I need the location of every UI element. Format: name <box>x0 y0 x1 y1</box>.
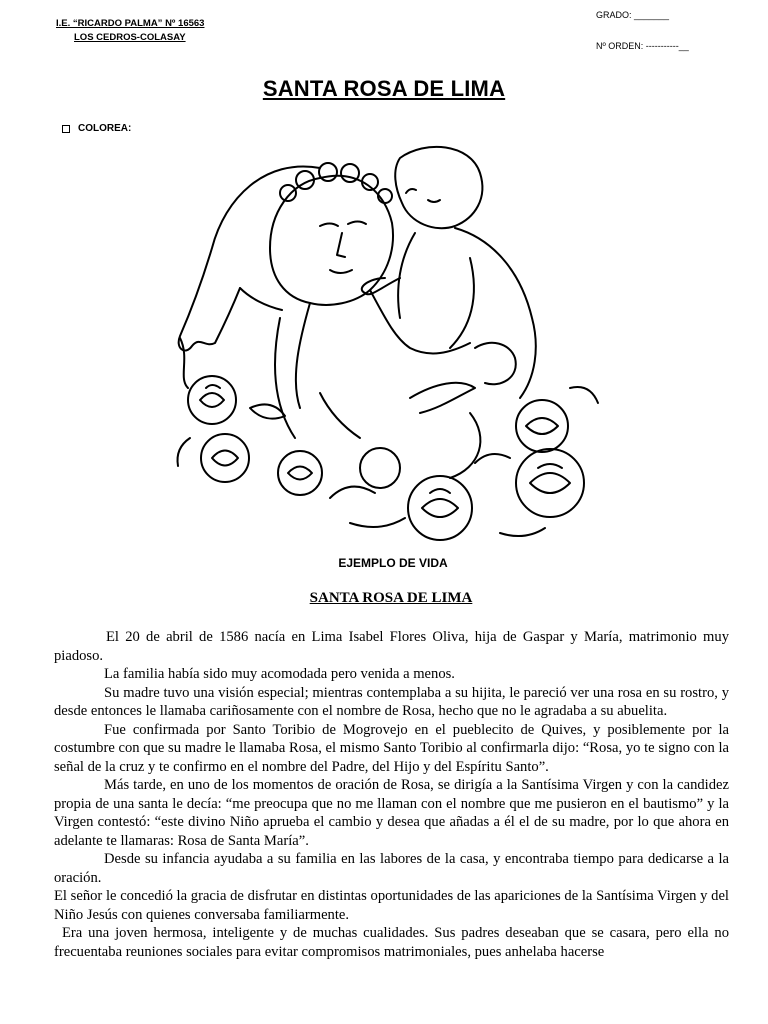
school-header <box>56 17 204 45</box>
rose-right-icon <box>475 387 598 536</box>
story-body <box>54 628 729 961</box>
colorea-label: COLOREA: <box>78 123 132 134</box>
paragraph: El 20 de abril de 1586 nacía en Lima Isabel Flores Oliva, hija de Gaspar y María, matrimonio muy piadoso. <box>54 629 729 664</box>
paragraph: El señor le concedió la gracia de disfrutar en distintas oportunidades de las apariciones de la Santísima Virgen y del Niño Jesús con quienes conversaba familiarmente. <box>54 888 729 923</box>
paragraph: La familia había sido muy acomodada pero venida a menos. <box>104 666 455 682</box>
grado-field: GRADO: _______ <box>596 10 670 20</box>
paragraph: Su madre tuvo una visión especial; mientras contemplaba a su hijita, le pareció ver una rosa en su rostro, y desde entonces le llamaba cariñosamente con el nombre de Rosa, hecho que no le agradaba a su abuelita. <box>54 684 729 719</box>
page-title: SANTA ROSA DE LIMA <box>262 76 506 101</box>
paragraph: Fue confirmada por Santo Toribio de Mogrovejo en el pueblecito de Quives, y posiblemente por la costumbre con que su madre le llamaba Rosa, el mismo Santo Toribio al confirmarla dijo: “Rosa, yo te signo con la señal de la cruz y te confirmo en el nombre del Padre, del Hijo y del Espíritu Santo”. <box>54 721 729 775</box>
santa-rosa-coloring-illustration <box>170 138 610 548</box>
school-name: I.E. “RICARDO PALMA” Nº 16563 <box>56 18 205 29</box>
robe-folds-icon <box>275 290 516 478</box>
rose-left-icon <box>178 376 286 482</box>
section-heading: EJEMPLO DE VIDA <box>338 556 448 570</box>
paragraph: Era una joven hermosa, inteligente y de muchas cualidades. Sus padres deseaban que se casara, pero ella no frecuentaba reuniones sociales para evitar compromisos matrimoniales, pues anhelaba hacerse <box>54 925 729 960</box>
flower-crown-icon <box>280 163 392 203</box>
rose-bottom-icon <box>278 448 472 540</box>
colorea-instruction <box>62 123 131 134</box>
orden-field: Nº ORDEN: -----------__ <box>596 41 689 51</box>
checkbox-bullet-icon <box>62 125 70 133</box>
paragraph: Más tarde, en uno de los momentos de oración de Rosa, se dirigía a la Santísima Virgen y con la candidez propia de una santa le decía: “me preocupa que no me llaman con el nombre que me pusieron en el bautismo” y la Virgen contestó: “este divino Niño aprueba el cambio y desea que añadas a él el de su madre, por lo que ahora en adelante te llamaras: Rosa de Santa María”. <box>54 777 729 849</box>
school-location: LOS CEDROS-COLASAY <box>74 32 186 43</box>
story-subtitle: SANTA ROSA DE LIMA <box>309 590 473 606</box>
child-figure-icon <box>362 147 536 398</box>
paragraph: Desde su infancia ayudaba a su familia en las labores de la casa, y encontraba tiempo para dedicarse a la oración. <box>54 851 729 886</box>
saint-face-icon <box>270 176 393 305</box>
